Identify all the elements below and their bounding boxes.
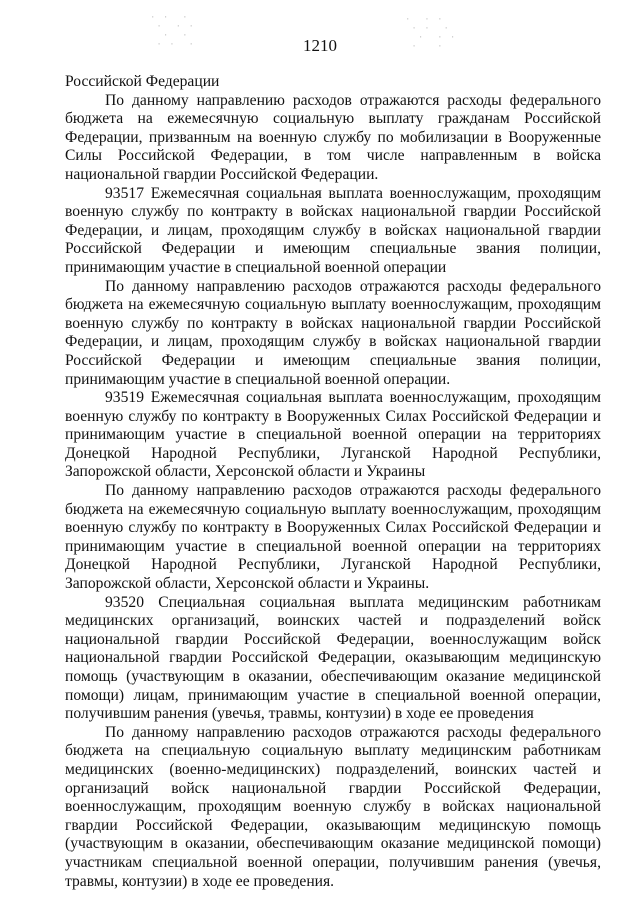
paragraph-code-93517: 93517 Ежемесячная социальная выплата военнослужащим, проходящим военную службу по контракту в войсках национальной гвардии Российской Федерации, и лицам, проходящим службу в войсках национальной гвардии Российской Федерации и имеющим специальные звания полиции, принимающим участие в специальной военной операции	[65, 184, 601, 276]
document-body	[65, 73, 601, 891]
scan-noise-left: · · · · · · · · · · ·	[150, 13, 195, 50]
paragraph: По данному направлению расходов отражаются расходы федерального бюджета на специальную социальную выплату медицинским работникам медицинских (военно-медицинских) подразделений, воинских частей и организаций войск национальной гвардии Российской Федерации, военнослужащим, проходящим военную службу в войсках национальной гвардии Российской Федерации, оказывающим медицинскую помощь (участвующим в оказании, обеспечивающим оказание медицинской помощи) участникам специальной военной операции, получившим ранения (увечья, травмы, контузии) в ходе ее проведения.	[65, 723, 601, 890]
page-number: 1210	[303, 36, 337, 55]
paragraph-code-93520: 93520 Специальная социальная выплата медицинским работникам медицинских организаций, воинских частей и подразделений войск национальной гвардии Российской Федерации, военнослужащим войск национальной гвардии Российской Федерации, оказывающим медицинскую помощь (участвующим в оказании, обеспечивающим оказание медицинской помощи) лицам, принимающим участие в специальной военной операции, получившим ранения (увечья, травмы, контузии) в ходе ее проведения	[65, 593, 601, 723]
paragraph: По данному направлению расходов отражаются расходы федерального бюджета на ежемесячную социальную выплату гражданам Российской Федерации, призванным на военную службу по мобилизации в Вооруженные Силы Российской Федерации, в том числе направленным в войска национальной гвардии Российской Федерации.	[65, 91, 601, 183]
paragraph-continuation: Российской Федерации	[65, 73, 220, 90]
scan-noise-right: · · · · · · · · · · ·	[405, 15, 457, 52]
paragraph: По данному направлению расходов отражаются расходы федерального бюджета на ежемесячную социальную выплату военнослужащим, проходящим военную службу по контракту в Вооруженных Силах Российской Федерации и принимающим участие в специальной военной операции на территориях Донецкой Народной Республики, Луганской Народной Республики, Запорожской области, Херсонской области и Украины.	[65, 482, 601, 593]
paragraph: По данному направлению расходов отражаются расходы федерального бюджета на ежемесячную социальную выплату военнослужащим, проходящим военную службу по контракту в войсках национальной гвардии Российской Федерации, и лицам, проходящим службу в войсках национальной гвардии Российской Федерации и имеющим специальные звания полиции, принимающим участие в специальной военной операции.	[65, 277, 601, 388]
paragraph-code-93519: 93519 Ежемесячная социальная выплата военнослужащим, проходящим военную службу по контракту в Вооруженных Силах Российской Федерации и принимающим участие в специальной военной операции на территориях Донецкой Народной Республики, Луганской Народной Республики, Запорожской области, Херсонской области и Украины	[65, 389, 601, 481]
